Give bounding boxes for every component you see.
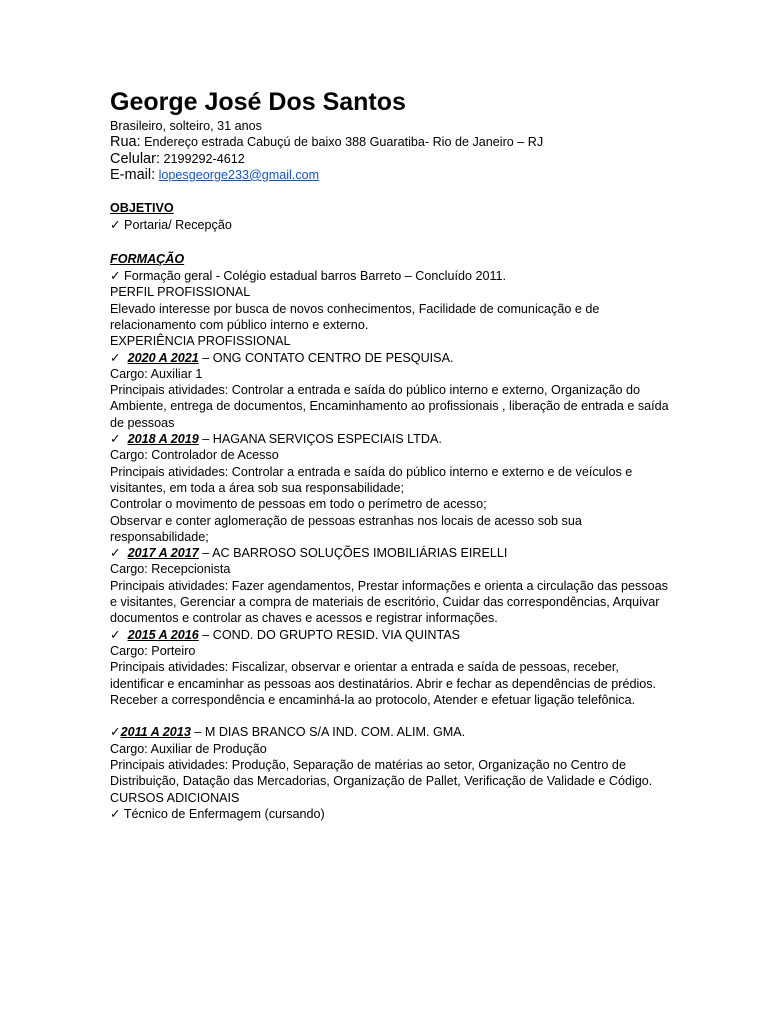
profile-text: Elevado interesse por busca de novos conhecimentos, Facilidade de comunicação e de relacionamento com público interno e externo. xyxy=(110,301,600,332)
checkmark-icon: ✓ xyxy=(110,432,128,447)
experience-entry xyxy=(110,627,670,708)
experience-period: 2020 A 2021 xyxy=(127,350,199,365)
experience-activities: Principais atividades: Produção, Separação de matérias ao setor, Organização no Centro de Distribuição, Datação das Mercadorias, Organização de Pallet, Verificação de Validade e Código. xyxy=(110,757,653,789)
experience-period: 2011 A 2013 xyxy=(120,725,191,740)
experience-company: – AC BARROSO SOLUÇÕES IMOBILIÁRIAS EIRELLI xyxy=(198,546,508,561)
education-item: ✓ Formação geral - Colégio estadual barros Barreto – Concluído 2011. xyxy=(110,269,507,284)
phone-value: 2199292-4612 xyxy=(159,151,245,166)
resume-document xyxy=(110,86,670,822)
phone-line xyxy=(110,151,670,167)
education-heading: FORMAÇÃO xyxy=(110,252,185,267)
experience-entry xyxy=(110,724,670,789)
experience-role: Cargo: Recepcionista xyxy=(110,562,231,577)
experience-activities: Controlar o movimento de pessoas em todo o perímetro de acesso; xyxy=(110,497,487,512)
courses-item: ✓ Técnico de Enfermagem (cursando) xyxy=(110,806,325,821)
email-line xyxy=(110,167,670,183)
experience-company: – COND. DO GRUPTO RESID. VIA QUINTAS xyxy=(198,627,461,642)
spacer xyxy=(110,183,670,199)
profile-heading: PERFIL PROFISSIONAL xyxy=(110,285,251,300)
phone-label: Celular: xyxy=(110,150,160,167)
candidate-name: George José Dos Santos xyxy=(110,88,406,116)
checkmark-icon: ✓ xyxy=(110,627,128,642)
experience-activities: Observar e conter aglomeração de pessoas estranhas nos locais de acesso sob sua responsabilidade; xyxy=(110,513,582,544)
experience-period: 2017 A 2017 xyxy=(127,546,199,561)
experience-activities: Principais atividades: Controlar a entrada e saída do público interno e externo e de veículos e visitantes, em toda a área sob sua responsabilidade; xyxy=(110,464,633,495)
experience-list xyxy=(110,350,670,790)
spacer xyxy=(110,708,670,724)
experience-header xyxy=(110,545,670,561)
experience-role: Cargo: Controlador de Acesso xyxy=(110,448,279,463)
experience-header xyxy=(110,350,670,366)
experience-activities: Principais atividades: Fazer agendamentos, Prestar informações e orienta a circulação das pessoas e visitantes, Gerenciar a compra de materiais de escritório, Cuidar das correspondências, Arquivar documentos e controlar as chaves e acessos e registrar informações. xyxy=(110,578,668,626)
experience-role: Cargo: Auxiliar 1 xyxy=(110,366,203,381)
address-line xyxy=(110,134,670,150)
objective-heading: OBJETIVO xyxy=(110,201,174,216)
experience-company: – ONG CONTATO CENTRO DE PESQUISA. xyxy=(198,350,454,365)
experience-period: 2018 A 2019 xyxy=(127,432,199,447)
experience-company: – M DIAS BRANCO S/A IND. COM. ALIM. GMA. xyxy=(190,725,466,740)
experience-company: – HAGANA SERVIÇOS ESPECIAIS LTDA. xyxy=(198,432,442,447)
experience-activities: Principais atividades: Controlar a entrada e saída do público interno e externo, Organização do Ambiente, entrega de documentos, Encaminhamento ao profissionais , liberação de entrada e saída de pessoas xyxy=(110,383,669,430)
checkmark-icon: ✓ xyxy=(110,725,121,740)
objective-item: ✓ Portaria/ Recepção xyxy=(110,218,232,233)
experience-header xyxy=(110,431,670,447)
experience-entry xyxy=(110,350,670,431)
experience-entry xyxy=(110,431,670,545)
email-label: E-mail: xyxy=(110,166,156,183)
experience-heading: EXPERIÊNCIA PROFISSIONAL xyxy=(110,334,291,349)
experience-activities: Principais atividades: Fiscalizar, observar e orientar a entrada e saída de pessoas, receber, identificar e encaminhar as pessoas aos destinatários. Abrir e fechar as dependências de prédios. Receber a correspondência e encaminhá-la ao protocolo, Atender e efetuar ligação telefônica. xyxy=(110,660,657,707)
experience-role: Cargo: Auxiliar de Produção xyxy=(110,741,267,756)
email-link[interactable]: lopesgeorge233@gmail.com xyxy=(158,167,320,182)
address-value: Endereço estrada Cabuçú de baixo 388 Guaratiba- Rio de Janeiro – RJ xyxy=(140,135,544,150)
spacer xyxy=(110,234,670,250)
address-label: Rua: xyxy=(110,134,141,151)
experience-role: Cargo: Porteiro xyxy=(110,643,196,658)
courses-heading: CURSOS ADICIONAIS xyxy=(110,790,240,805)
experience-period: 2015 A 2016 xyxy=(127,627,199,642)
experience-entry xyxy=(110,545,670,626)
experience-header xyxy=(110,627,670,643)
checkmark-icon: ✓ xyxy=(110,350,128,365)
checkmark-icon: ✓ xyxy=(110,546,128,561)
personal-info: Brasileiro, solteiro, 31 anos xyxy=(110,119,262,133)
experience-header xyxy=(110,724,670,740)
